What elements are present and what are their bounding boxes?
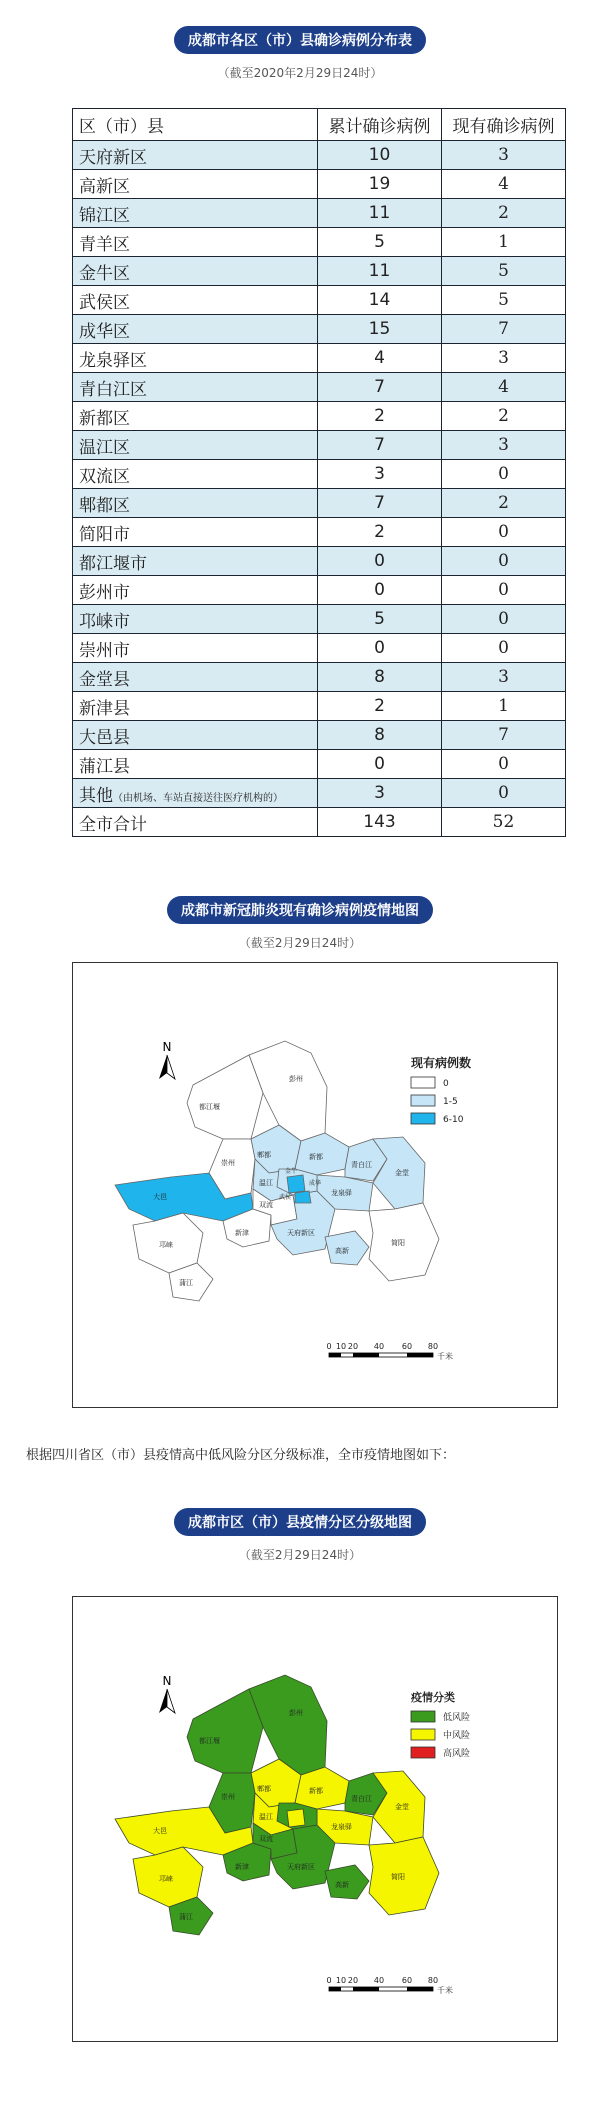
district-name: 武侯区 [73,286,318,315]
table-row-sum [73,808,566,837]
label-gaoxin: 高新 [335,1881,349,1889]
label-wenjiang: 温江 [259,1813,273,1821]
current-cases: 2 [442,489,566,518]
table-row [73,721,566,750]
scale-bar-seg [329,1987,341,1991]
table-header-row [73,109,566,141]
total-cases: 4 [318,344,442,373]
legend-swatch-2 [411,1113,435,1124]
label-qingbaijiang: 青白江 [351,1795,372,1803]
total-cases: 0 [318,750,442,779]
legend-label-low: 低风险 [443,1713,471,1723]
table-row [73,286,566,315]
total-cases: 19 [318,170,442,199]
table-row [73,141,566,170]
label-pujiang: 蒲江 [179,1913,193,1921]
header-total: 累计确诊病例 [318,109,442,141]
map2-title: 成都市区（市）县疫情分区分级地图 [174,1508,426,1536]
total-cases: 7 [318,373,442,402]
label-chongzhou: 崇州 [221,1793,235,1801]
table-row [73,547,566,576]
label-tianfu: 天府新区 [287,1863,315,1871]
table-row [73,170,566,199]
current-cases: 7 [442,721,566,750]
label-xinjin: 新津 [235,1229,249,1237]
scale-tick: 60 [401,1976,413,1985]
current-cases: 52 [442,808,566,837]
total-cases: 0 [318,547,442,576]
current-cases: 1 [442,692,566,721]
legend-swatch-1 [411,1095,435,1106]
scale-tick: 40 [373,1976,385,1985]
district-name: 成华区 [73,315,318,344]
total-cases: 3 [318,460,442,489]
current-cases: 3 [442,344,566,373]
table-row [73,315,566,344]
current-cases: 0 [442,576,566,605]
label-chenghua: 成华 [309,1180,322,1187]
case-table [72,108,566,837]
total-cases: 7 [318,431,442,460]
legend-swatch-mid [411,1729,435,1740]
scale-tick: 60 [401,1342,413,1351]
north-arrow-icon [167,1055,175,1079]
label-pujiang: 蒲江 [179,1279,193,1287]
label-xinjin: 新津 [235,1863,249,1871]
north-arrow-icon [159,1689,167,1713]
table-row [73,576,566,605]
district-urban-core-2 [287,1809,305,1827]
scale-bar-seg [353,1353,379,1357]
label-xindu: 新都 [309,1153,323,1161]
legend-swatch-0 [411,1077,435,1088]
total-cases: 2 [318,402,442,431]
map1-subtitle: （截至2月29日24时） [238,936,362,950]
north-arrow-icon [159,1055,167,1079]
label-jianyang: 简阳 [391,1239,405,1247]
scale-bar-seg [353,1987,379,1991]
current-cases: 0 [442,779,566,808]
table-row [73,257,566,286]
district-name: 简阳市 [73,518,318,547]
legend-swatch-high [411,1747,435,1758]
district-name: 郫都区 [73,489,318,518]
current-cases: 4 [442,373,566,402]
header-district: 区（市）县 [73,109,318,141]
label-dujiangyan: 都江堰 [199,1103,220,1111]
total-cases: 143 [318,808,442,837]
scale-bar-seg [329,1353,341,1357]
label-jinniu: 金牛 [285,1168,298,1175]
label-dayi: 大邑 [153,1193,167,1201]
table-row [73,634,566,663]
total-cases: 11 [318,257,442,286]
map1-legend-title: 现有病例数 [411,1056,472,1070]
label-shuangliu: 双流 [259,1835,273,1843]
north-label: N [162,1040,172,1054]
scale-tick: 10 [335,1342,347,1351]
current-cases: 3 [442,141,566,170]
scale-tick: 10 [335,1976,347,1985]
scale-unit: 千米 [437,1352,453,1361]
current-cases: 0 [442,518,566,547]
district-name: 全市合计 [73,808,318,837]
legend-label-0: 0 [443,1079,449,1089]
label-longquanyi: 龙泉驿 [331,1823,352,1831]
total-cases: 10 [318,141,442,170]
district-name: 青白江区 [73,373,318,402]
district-name: 邛崃市 [73,605,318,634]
label-qingbaijiang: 青白江 [351,1161,372,1169]
district-name: 天府新区 [73,141,318,170]
total-cases: 8 [318,721,442,750]
label-dujiangyan: 都江堰 [199,1737,220,1745]
label-qionglai: 邛崃 [159,1241,173,1249]
district-dujiangyan [187,1689,263,1773]
district-dujiangyan [187,1055,263,1139]
label-tianfu: 天府新区 [287,1229,315,1237]
current-cases: 0 [442,750,566,779]
label-wenjiang: 温江 [259,1179,273,1187]
north-arrow-icon [167,1689,175,1713]
district-name: 金牛区 [73,257,318,286]
current-cases: 3 [442,431,566,460]
total-cases: 14 [318,286,442,315]
current-cases: 0 [442,460,566,489]
scale-tick: 0 [326,1342,332,1351]
table-row [73,460,566,489]
total-cases: 15 [318,315,442,344]
current-cases: 5 [442,286,566,315]
district-name: 高新区 [73,170,318,199]
table-row [73,402,566,431]
label-longquanyi: 龙泉驿 [331,1189,352,1197]
table-row [73,344,566,373]
label-pengzhou: 彭州 [289,1709,303,1717]
label-shuangliu: 双流 [259,1201,273,1209]
table-row-other [73,779,566,808]
current-cases: 7 [442,315,566,344]
current-cases: 0 [442,605,566,634]
legend-label-mid: 中风险 [443,1731,471,1741]
district-name: 崇州市 [73,634,318,663]
map2-svg [73,1597,557,2041]
district-name: 锦江区 [73,199,318,228]
table-row [73,605,566,634]
label-pidu: 郫都 [257,1785,271,1793]
district-name: 蒲江县 [73,750,318,779]
scale-bar-seg [407,1353,433,1357]
legend-label-high: 高风险 [443,1749,471,1759]
scale-tick: 40 [373,1342,385,1351]
current-cases: 2 [442,402,566,431]
current-cases: 4 [442,170,566,199]
district-name: 新津县 [73,692,318,721]
label-gaoxin: 高新 [335,1247,349,1255]
current-cases: 0 [442,547,566,576]
current-cases: 1 [442,228,566,257]
other-label: 其他 [79,785,113,806]
table-row [73,373,566,402]
scale-tick: 80 [427,1976,439,1985]
district-jinniu [287,1175,305,1193]
scale-tick: 0 [326,1976,332,1985]
map1-svg [73,963,557,1407]
map2-subtitle: （截至2月29日24时） [238,1548,362,1562]
scale-tick: 20 [347,1342,359,1351]
legend-label-1: 1-5 [443,1097,458,1107]
current-cases: 2 [442,199,566,228]
district-name: 都江堰市 [73,547,318,576]
table-title: 成都市各区（市）县确诊病例分布表 [174,26,426,54]
label-jianyang: 简阳 [391,1873,405,1881]
district-name: 彭州市 [73,576,318,605]
district-name: 金堂县 [73,663,318,692]
label-dayi: 大邑 [153,1827,167,1835]
intro-text: 根据四川省区（市）县疫情高中低风险分区分级标准，全市疫情地图如下： [26,1448,456,1463]
district-name: 青羊区 [73,228,318,257]
table-subtitle: （截至2020年2月29日24时） [217,66,383,80]
total-cases: 5 [318,228,442,257]
total-cases: 8 [318,663,442,692]
north-label: N [162,1674,172,1688]
district-name: 龙泉驿区 [73,344,318,373]
table-row [73,489,566,518]
table-row [73,750,566,779]
district-chenghua [295,1191,311,1203]
table-body [73,141,566,837]
label-jintang: 金堂 [395,1803,409,1811]
total-cases: 2 [318,692,442,721]
table-row [73,228,566,257]
total-cases: 7 [318,489,442,518]
scale-bar-seg [407,1987,433,1991]
total-cases: 2 [318,518,442,547]
label-pidu: 郫都 [257,1151,271,1159]
scale-tick: 20 [347,1976,359,1985]
district-name: 温江区 [73,431,318,460]
header-current: 现有确诊病例 [442,109,566,141]
map1-frame [72,962,558,1408]
legend-swatch-low [411,1711,435,1722]
label-pengzhou: 彭州 [289,1075,303,1083]
scale-unit: 千米 [437,1986,453,1995]
total-cases: 11 [318,199,442,228]
total-cases: 3 [318,779,442,808]
label-xindu: 新都 [309,1787,323,1795]
table-row [73,431,566,460]
map2-frame [72,1596,558,2042]
scale-tick: 80 [427,1342,439,1351]
table-row [73,692,566,721]
table-row [73,663,566,692]
table-row [73,518,566,547]
district-name: 新都区 [73,402,318,431]
other-note: （由机场、车站直接送往医疗机构的） [113,792,283,804]
map2-legend-title: 疫情分类 [411,1691,455,1704]
legend-label-2: 6-10 [443,1115,464,1125]
label-jintang: 金堂 [395,1169,409,1177]
total-cases: 0 [318,576,442,605]
district-name: 双流区 [73,460,318,489]
label-chongzhou: 崇州 [221,1159,235,1167]
total-cases: 5 [318,605,442,634]
total-cases: 0 [318,634,442,663]
table-row [73,199,566,228]
label-wuhou: 武侯 [279,1194,292,1201]
label-qionglai: 邛崃 [159,1875,173,1883]
current-cases: 0 [442,634,566,663]
district-name: 大邑县 [73,721,318,750]
current-cases: 5 [442,257,566,286]
map1-title: 成都市新冠肺炎现有确诊病例疫情地图 [167,896,433,924]
district-name [73,779,318,808]
current-cases: 3 [442,663,566,692]
